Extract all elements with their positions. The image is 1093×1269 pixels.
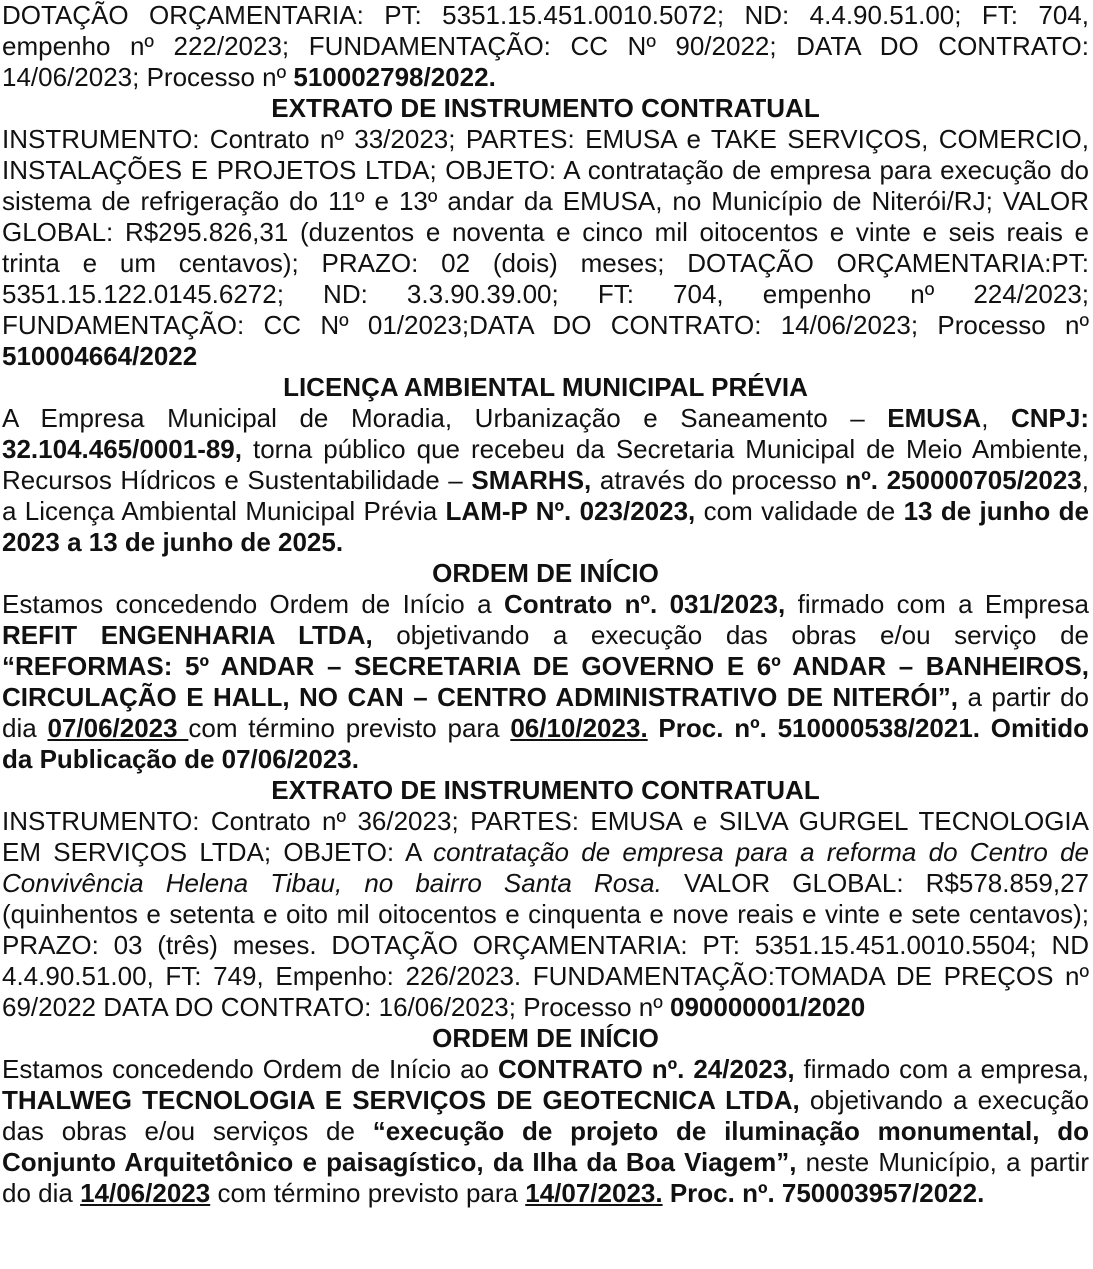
section-heading-extrato-2: EXTRATO DE INSTRUMENTO CONTRATUAL: [271, 775, 820, 805]
paragraph-continuation: DOTAÇÃO ORÇAMENTARIA: PT: 5351.15.451.0010.5072; ND: 4.4.90.51.00; FT: 704, empenho nº 222/2023; FUNDAMENTAÇÃO: CC Nº 90/2022; DATA DO CONTRATO: 14/06/2023; Processo nº 510002798/2022.: [2, 0, 1089, 92]
paragraph-licenca: A Empresa Municipal de Moradia, Urbanização e Saneamento – EMUSA, CNPJ: 32.104.465/0001-89, torna público que recebeu da Secretaria Municipal de Meio Ambiente, Recursos Hídricos e Sustentabilidade – SMARHS, através do processo nº. 250000705/2023, a Licença Ambiental Municipal Prévia LAM-P Nº. 023/2023, com validade de 13 de junho de 2023 a 13 de junho de 2025.: [2, 403, 1090, 557]
section-heading-extrato-1: EXTRATO DE INSTRUMENTO CONTRATUAL: [271, 93, 820, 123]
section-heading-ordem-2: ORDEM DE INÍCIO: [432, 1023, 659, 1053]
paragraph-ordem-1: Estamos concedendo Ordem de Início a Contrato nº. 031/2023, firmado com a Empresa REFIT ENGENHARIA LTDA, objetivando a execução das obras e/ou serviço de “REFORMAS: 5º ANDAR – SECRETARIA DE GOVERNO E 6º ANDAR – BANHEIROS, CIRCULAÇÃO E HALL, NO CAN – CENTRO ADMINISTRATIVO DE NITERÓI”, a partir do dia 07/06/2023 com término previsto para 06/10/2023. Proc. nº. 510000538/2021. Omitido da Publicação de 07/06/2023.: [2, 589, 1089, 774]
paragraph-ordem-2: Estamos concedendo Ordem de Início ao CONTRATO nº. 24/2023, firmado com a empresa, THALWEG TECNOLOGIA E SERVIÇOS DE GEOTECNICA LTDA, objetivando a execução das obras e/ou serviços de “execução de projeto de iluminação monumental, do Conjunto Arquitetônico e paisagístico, da Ilha da Boa Viagem”, neste Município, a partir do dia 14/06/2023 com término previsto para 14/07/2023. Proc. nº. 750003957/2022.: [2, 1054, 1089, 1208]
section-heading-licenca: LICENÇA AMBIENTAL MUNICIPAL PRÉVIA: [283, 372, 808, 402]
paragraph-extrato-2: INSTRUMENTO: Contrato nº 36/2023; PARTES: EMUSA e SILVA GURGEL TECNOLOGIA EM SERVIÇOS LTDA; OBJETO: A contratação de empresa para a reforma do Centro de Convivência Helena Tibau, no bairro Santa Rosa. VALOR GLOBAL: R$578.859,27 (quinhentos e setenta e oito mil oitocentos e cinquenta e nove reais e vinte e sete centavos); PRAZO: 03 (três) meses. DOTAÇÃO ORÇAMENTARIA: PT: 5351.15.451.0010.5504; ND 4.4.90.51.00, FT: 749, Empenho: 226/2023. FUNDAMENTAÇÃO:TOMADA DE PREÇOS nº 69/2022 DATA DO CONTRATO: 16/06/2023; Processo nº 090000001/2020: [2, 806, 1090, 1022]
paragraph-extrato-1: INSTRUMENTO: Contrato nº 33/2023; PARTES: EMUSA e TAKE SERVIÇOS, COMERCIO, INSTALAÇÕES E PROJETOS LTDA; OBJETO: A contratação de empresa para execução do sistema de refrigeração do 11º e 13º andar da EMUSA, no Município de Niterói/RJ; VALOR GLOBAL: R$295.826,31 (duzentos e noventa e cinco mil oitocentos e vinte e seis reais e trinta e um centavos); PRAZO: 02 (dois) meses; DOTAÇÃO ORÇAMENTARIA:PT: 5351.15.122.0145.6272; ND: 3.3.90.39.00; FT: 704, empenho nº 224/2023; FUNDAMENTAÇÃO: CC Nº 01/2023;DATA DO CONTRATO: 14/06/2023; Processo nº 510004664/2022: [2, 124, 1089, 371]
section-heading-ordem-1: ORDEM DE INÍCIO: [432, 558, 659, 588]
